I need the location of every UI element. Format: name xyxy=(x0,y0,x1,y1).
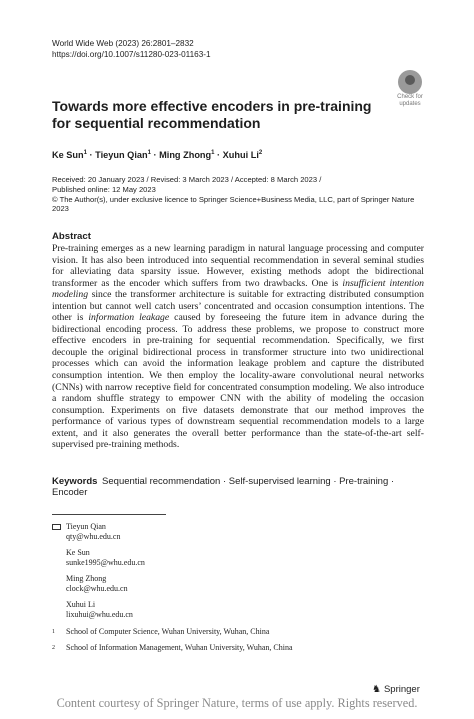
courtesy-notice: Content courtesy of Springer Nature, terms of use apply. Rights reserved. xyxy=(56,696,418,710)
contact-entry xyxy=(66,522,145,542)
keywords-list: Sequential recommendation · Self-supervised learning · Pre-training · Encoder xyxy=(52,476,395,498)
contact-email[interactable]: qty@whu.edu.cn xyxy=(66,532,121,541)
author-affiliation-mark: 1 xyxy=(211,150,215,156)
abstract-text: caused by foreseeing the future item in advance during the bidirectional encoding process. To address these problems, we propose to construct more effective encoders in pre-training for sequential recommendation. Specifically, we first decouple the original bidirectional process in transformer structure into two unidirectional processes which can avoid the information leakage problem and capture the distributed consumption intention. We then employ the locality-aware convolutional neural networks (CNNs) with narrow receptive field for concentrated consumption modeling. We also introduce a random shuffle strategy to empower CNN with the ability of modeling the occasion consumption. Experiments on five datasets demonstrate that our method improves the performance of various types of downstream sequential recommendation models to a large extent, and it also generates the overall better performance than the state-of-the-art self-supervised pre-training methods. xyxy=(52,312,425,451)
footnote-divider xyxy=(52,514,166,515)
contact-name: Ke Sun xyxy=(66,548,90,557)
keywords-section xyxy=(52,476,432,498)
contact-name: Xuhui Li xyxy=(66,600,96,609)
author-affiliation-mark: 2 xyxy=(258,150,263,156)
abstract-section xyxy=(52,231,424,451)
author-name: Ming Zhong xyxy=(159,150,212,161)
contact-email[interactable]: lixuhui@whu.edu.cn xyxy=(66,610,133,619)
contact-entry xyxy=(66,600,145,620)
affiliation-text: School of Information Management, Wuhan University, Wuhan, China xyxy=(66,643,293,652)
envelope-icon xyxy=(52,524,61,530)
affiliation-list xyxy=(52,627,293,659)
dates-line: Published online: 12 May 2023 xyxy=(52,184,156,194)
abstract-text: Pre-training emerges as a new learning paradigm in natural language processing and computer vision. It has also been introduced into sequential recommendation in several seminal studies for alleviating data sparsity issue. However, existing methods adopt the bidirectional transformer as the encoder which suffers from two drawbacks. One is xyxy=(52,243,424,289)
journal-citation xyxy=(52,38,211,60)
author-name: Ke Sun xyxy=(52,150,84,161)
abstract-emphasis: information leakage xyxy=(88,312,170,324)
check-updates-icon xyxy=(398,70,422,94)
author-list: Ke Sun$^1$ · Tieyun Qian$^1$ · Ming Zhong$^1$ · Xuhui Li$^2$ xyxy=(52,150,263,161)
affiliation-entry xyxy=(52,627,293,637)
check-for-updates-badge[interactable] xyxy=(395,70,425,106)
author-affiliation-mark: 1 xyxy=(147,150,151,156)
contact-name: Ming Zhong xyxy=(66,574,107,583)
author-name: Tieyun Qian xyxy=(95,150,148,161)
author-affiliation-mark: 1 xyxy=(83,150,87,156)
check-updates-line2: updates xyxy=(399,101,421,107)
contact-entry xyxy=(66,548,145,568)
check-updates-line1: Check for xyxy=(397,94,423,100)
contact-email[interactable]: sunke1995@whu.edu.cn xyxy=(66,558,145,567)
copyright-line: © The Author(s), under exclusive licence to Springer Science+Business Media, LLC, part of Springer Nature 2023 xyxy=(52,194,415,214)
affiliation-number: 2 xyxy=(52,645,55,651)
dates-line: Received: 20 January 2023 / Revised: 3 March 2023 / Accepted: 8 March 2023 / xyxy=(52,175,322,184)
publication-dates xyxy=(52,175,432,214)
springer-horse-icon: ♞ xyxy=(372,684,381,695)
contact-email[interactable]: clock@whu.edu.cn xyxy=(66,584,128,593)
contact-name: Tieyun Qian xyxy=(66,522,106,531)
doi-link[interactable]: https://doi.org/10.1007/s11280-023-01163-1 xyxy=(52,50,211,59)
affiliation-entry xyxy=(52,643,293,653)
paper-title: Towards more effective encoders in pre-training for sequential recommendation xyxy=(52,98,372,131)
contact-entry xyxy=(66,574,145,594)
abstract-heading: Abstract xyxy=(52,231,91,242)
affiliation-text: School of Computer Science, Wuhan University, Wuhan, China xyxy=(66,627,270,636)
author-name: Xuhui Li xyxy=(222,150,259,161)
abstract-emphasis: insufficient intention modeling xyxy=(52,277,425,301)
publisher-name: Springer xyxy=(383,684,420,695)
publisher-logo xyxy=(372,684,420,695)
abstract-text: since the transformer architecture is suitable for extracting distributed consumption intention but cannot well catch users’ concentrated and occasion consumption intentions. The other is xyxy=(52,289,424,324)
journal-volume: World Wide Web (2023) 26:2801–2832 xyxy=(52,39,194,48)
abstract-body xyxy=(52,243,424,451)
contact-list xyxy=(66,522,145,626)
keywords-label: Keywords xyxy=(52,476,98,487)
affiliation-number: 1 xyxy=(52,629,55,635)
